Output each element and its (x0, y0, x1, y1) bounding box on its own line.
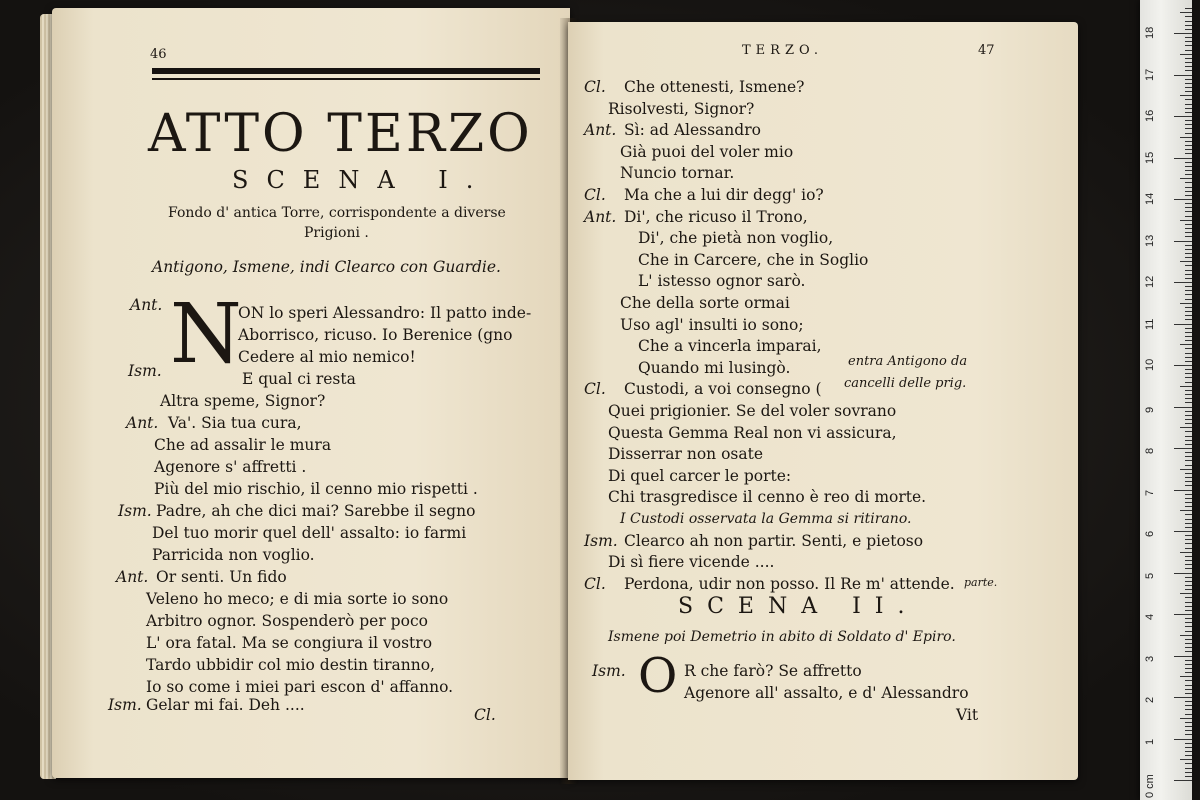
ruler-tick (1185, 631, 1192, 632)
ruler-tick (1185, 195, 1192, 196)
ruler-tick (1185, 514, 1192, 515)
ruler-tick (1185, 174, 1192, 175)
text-line: Tardo ubbidir col mio destin tiranno, (146, 656, 435, 674)
ruler-number: 6 (1144, 530, 1156, 537)
text-line: Ma che a lui dir degg' io? (624, 186, 824, 204)
stage-direction: cancelli delle prig. (844, 376, 967, 391)
header-thin-rule (152, 78, 540, 80)
ruler-tick (1185, 8, 1192, 9)
right-page-number: 47 (978, 43, 995, 58)
ruler-tick (1185, 21, 1192, 22)
ruler-tick (1185, 104, 1192, 105)
ruler-number: 13 (1144, 234, 1156, 247)
ruler-tick (1180, 12, 1192, 13)
ruler-tick (1185, 660, 1192, 661)
ruler-tick (1174, 739, 1192, 740)
ruler-tick (1185, 390, 1192, 391)
ruler-tick (1180, 510, 1192, 511)
ruler-tick (1180, 552, 1192, 553)
speaker-label: Cl. (584, 574, 606, 593)
text-line: Di quel carcer le porte: (608, 466, 792, 485)
ruler-tick (1180, 469, 1192, 470)
ruler-tick (1185, 564, 1192, 565)
text-line: Del tuo morir quel dell' assalto: io farmi (152, 524, 467, 542)
ruler-number: 10 (1144, 358, 1156, 371)
ruler-tick (1185, 299, 1192, 300)
ruler-tick (1174, 490, 1192, 491)
text-line: Aborrisco, ricuso. Io Berenice (gno (238, 326, 513, 344)
text-line: Di sì fiere vicende .... (608, 553, 775, 572)
ruler-tick (1185, 556, 1192, 557)
ruler-tick (1185, 436, 1192, 437)
ruler-tick (1185, 465, 1192, 466)
ruler-tick (1180, 718, 1192, 719)
ruler-tick (1185, 560, 1192, 561)
text-line: Nuncio tornar. (620, 164, 735, 183)
ruler-tick (1185, 348, 1192, 349)
act-title: ATTO TERZO (148, 104, 533, 164)
ruler-tick (1185, 141, 1192, 142)
ruler-tick (1185, 585, 1192, 586)
ruler-tick (1185, 506, 1192, 507)
ruler-tick (1185, 730, 1192, 731)
setting-line-1: Fondo d' antica Torre, corrispondente a diverse (168, 205, 506, 221)
ruler-tick (1185, 319, 1192, 320)
ruler-tick (1185, 377, 1192, 378)
text-line: Sì: ad Alessandro (624, 121, 761, 140)
ruler-tick (1180, 303, 1192, 304)
speaker-label: Ant. (584, 121, 617, 140)
ruler-number: 8 (1144, 447, 1156, 454)
ruler-tick (1185, 726, 1192, 727)
open-book (40, 8, 1085, 786)
ruler-tick (1185, 216, 1192, 217)
ruler-tick (1185, 743, 1192, 744)
text-line: Custodi, a voi consegno ( (624, 380, 822, 399)
text-line: L' istesso ognor sarò. (638, 272, 806, 291)
scene-heading: SCENA I. (232, 166, 492, 194)
ruler-tick (1185, 772, 1192, 773)
ruler-tick (1174, 33, 1192, 34)
ruler-number: 16 (1144, 109, 1156, 122)
text-line: Risolvesti, Signor? (608, 99, 755, 118)
ruler-tick (1185, 626, 1192, 627)
ruler-tick (1185, 597, 1192, 598)
ruler-tick (1174, 75, 1192, 76)
text-line: Quei prigionier. Se del voler sovrano (608, 402, 897, 420)
ruler-tick (1185, 311, 1192, 312)
setting-line-2: Prigioni . (304, 225, 369, 241)
ruler-tick (1185, 527, 1192, 528)
text-line: Quando mi lusingò. (638, 358, 791, 377)
ruler-tick (1185, 689, 1192, 690)
ruler-number: 11 (1144, 318, 1156, 330)
ruler-tick (1185, 166, 1192, 167)
ruler-tick (1185, 307, 1192, 308)
ruler-tick (1185, 249, 1192, 250)
ruler-tick (1185, 577, 1192, 578)
ruler-tick (1185, 58, 1192, 59)
ruler-tick (1185, 224, 1192, 225)
ruler-tick (1185, 340, 1192, 341)
ruler-tick (1185, 714, 1192, 715)
ruler-tick (1185, 29, 1192, 30)
ruler-tick (1185, 431, 1192, 432)
ruler-tick (1185, 203, 1192, 204)
ruler-tick (1180, 95, 1192, 96)
ruler-tick (1185, 41, 1192, 42)
catchword: Cl. (474, 706, 496, 724)
ruler-tick (1185, 66, 1192, 67)
ruler-tick (1185, 664, 1192, 665)
ruler-tick (1185, 444, 1192, 445)
ruler-tick (1174, 158, 1192, 159)
ruler-number: 9 (1144, 406, 1156, 413)
speaker-ant: Ant. (116, 568, 149, 586)
speaker-label: Cl. (584, 380, 606, 399)
ruler-tick (1185, 398, 1192, 399)
ruler-tick (1174, 531, 1192, 532)
text-line: Chi trasgredisce il cenno è reo di morte. (608, 488, 927, 507)
text-line: Veleno ho meco; e di mia sorte io sono (146, 590, 449, 608)
ruler-tick (1185, 485, 1192, 486)
ruler-tick (1185, 419, 1192, 420)
speaker-ant: Ant. (130, 296, 163, 314)
stage-direction: I Custodi osservata la Gemma si ritirano. (620, 511, 912, 527)
ruler-tick (1185, 191, 1192, 192)
ruler-number: 4 (1144, 613, 1156, 620)
ruler-tick (1185, 145, 1192, 146)
ruler-tick (1185, 124, 1192, 125)
text-line: Di', che pietà non voglio, (638, 229, 834, 248)
speaker-ism: Ism. (128, 362, 162, 380)
ruler-tick (1185, 232, 1192, 233)
ruler-tick (1185, 581, 1192, 582)
ruler-tick (1180, 759, 1192, 760)
ruler-tick (1185, 685, 1192, 686)
ruler-tick (1180, 220, 1192, 221)
text-line: Che ottenesti, Ismene? (624, 78, 805, 96)
ruler-tick (1185, 423, 1192, 424)
text-line: Parricida non voglio. (152, 546, 315, 564)
running-head: TERZO. (742, 43, 824, 58)
text-line: Agenore s' affretti . (154, 458, 307, 476)
ruler-tick (1185, 336, 1192, 337)
ruler-tick (1185, 602, 1192, 603)
ruler-tick (1185, 182, 1192, 183)
ruler-tick (1185, 382, 1192, 383)
text-line: Va'. Sia tua cura, (168, 414, 302, 432)
ruler-tick (1185, 369, 1192, 370)
text-line: Uso agl' insulti io sono; (620, 315, 804, 334)
right-page (568, 22, 1078, 780)
ruler-tick (1174, 241, 1192, 242)
ruler-tick (1174, 324, 1192, 325)
ruler-tick (1185, 647, 1192, 648)
ruler-tick (1174, 365, 1192, 366)
ruler-tick (1185, 228, 1192, 229)
catchword: Vit (956, 706, 979, 724)
ruler-tick (1185, 680, 1192, 681)
ruler-tick (1185, 494, 1192, 495)
ruler-tick (1185, 45, 1192, 46)
ruler-tick (1185, 539, 1192, 540)
ruler-tick (1185, 128, 1192, 129)
ruler-tick (1185, 519, 1192, 520)
ruler-tick (1185, 693, 1192, 694)
ruler-tick (1185, 170, 1192, 171)
ruler-tick (1180, 137, 1192, 138)
ruler-tick (1185, 153, 1192, 154)
ruler-tick (1185, 701, 1192, 702)
text-line: Cedere al mio nemico! (238, 348, 416, 366)
ruler-tick (1185, 440, 1192, 441)
ruler-tick (1185, 481, 1192, 482)
ruler-tick (1185, 568, 1192, 569)
ruler-tick (1180, 635, 1192, 636)
ruler-tick (1174, 656, 1192, 657)
text-line: Altra speme, Signor? (160, 392, 326, 410)
ruler-number: 12 (1144, 275, 1156, 288)
speaker-ism: Ism. (118, 502, 152, 520)
ruler-tick (1185, 149, 1192, 150)
ruler-tick (1185, 278, 1192, 279)
text-line: R che farò? Se affretto (684, 662, 862, 680)
speaker-label: Ism. (584, 531, 618, 550)
scene-2-characters: Ismene poi Demetrio in abito di Soldato d' Epiro. (608, 629, 956, 645)
ruler-tick (1185, 548, 1192, 549)
ruler-tick (1185, 768, 1192, 769)
text-line: Arbitro ognor. Sospenderò per poco (146, 612, 428, 630)
ruler-number: 15 (1144, 151, 1156, 164)
ruler-tick (1185, 373, 1192, 374)
ruler-number: 0 cm (1144, 774, 1156, 798)
ruler-tick (1174, 282, 1192, 283)
ruler-tick (1185, 606, 1192, 607)
text-line: Già puoi del voler mio (620, 142, 794, 161)
ruler-tick (1185, 70, 1192, 71)
ruler-number: 14 (1144, 192, 1156, 205)
ruler-tick (1185, 257, 1192, 258)
ruler-tick (1185, 133, 1192, 134)
left-page (52, 8, 570, 778)
ruler-tick (1185, 763, 1192, 764)
text-line: Che in Carcere, che in Soglio (638, 250, 869, 269)
ruler-number: 2 (1144, 696, 1156, 703)
ruler-number: 17 (1144, 68, 1156, 81)
ruler-tick (1185, 751, 1192, 752)
ruler-tick (1185, 639, 1192, 640)
ruler-tick (1185, 315, 1192, 316)
ruler-tick (1185, 353, 1192, 354)
ruler-tick (1185, 755, 1192, 756)
stage-direction: entra Antigono da (848, 354, 968, 369)
left-page-number: 46 (150, 47, 167, 62)
ruler-tick (1185, 328, 1192, 329)
ruler-tick (1174, 407, 1192, 408)
ruler-tick (1180, 261, 1192, 262)
ruler-tick (1185, 477, 1192, 478)
ruler-tick (1174, 614, 1192, 615)
ruler-tick (1185, 162, 1192, 163)
measuring-ruler (1140, 0, 1192, 800)
ruler-number: 7 (1144, 489, 1156, 496)
ruler-tick (1185, 286, 1192, 287)
ruler-tick (1185, 112, 1192, 113)
ruler-tick (1185, 543, 1192, 544)
ruler-tick (1185, 473, 1192, 474)
ruler-tick (1185, 460, 1192, 461)
text-line: Gelar mi fai. Deh .... (146, 696, 305, 714)
ruler-tick (1174, 448, 1192, 449)
text-line: Questa Gemma Real non vi assicura, (608, 423, 897, 442)
text-line: Agenore all' assalto, e d' Alessandro (684, 684, 969, 702)
ruler-tick (1174, 199, 1192, 200)
text-line: ON lo speri Alessandro: Il patto inde- (238, 304, 532, 322)
speaker-label: Cl. (584, 186, 606, 204)
text-line: Clearco ah non partir. Senti, e pietoso (624, 531, 924, 550)
ruler-tick (1185, 79, 1192, 80)
ruler-tick (1185, 523, 1192, 524)
ruler-number: 5 (1144, 572, 1156, 579)
ruler-tick (1185, 37, 1192, 38)
ruler-tick (1185, 236, 1192, 237)
ruler-tick (1185, 361, 1192, 362)
ruler-tick (1185, 83, 1192, 84)
ruler-tick (1185, 207, 1192, 208)
ruler-tick (1174, 116, 1192, 117)
ruler-tick (1185, 776, 1192, 777)
ruler-tick (1185, 62, 1192, 63)
ruler-tick (1185, 357, 1192, 358)
speaker-ism: Ism. (592, 662, 626, 680)
text-line: Che ad assalir le mura (154, 436, 332, 454)
ruler-tick (1185, 16, 1192, 17)
ruler-tick (1185, 705, 1192, 706)
ruler-tick (1185, 91, 1192, 92)
ruler-tick (1185, 290, 1192, 291)
ruler-tick (1185, 502, 1192, 503)
ruler-tick (1185, 643, 1192, 644)
ruler-tick (1185, 274, 1192, 275)
ruler-tick (1185, 747, 1192, 748)
ruler-tick (1185, 668, 1192, 669)
ruler-tick (1180, 344, 1192, 345)
ruler-tick (1185, 187, 1192, 188)
ruler-tick (1185, 672, 1192, 673)
ruler-number: 1 (1144, 738, 1156, 745)
text-line: Che a vincerla imparai, (638, 337, 822, 356)
ruler-tick (1185, 618, 1192, 619)
ruler-tick (1185, 108, 1192, 109)
ruler-tick (1185, 535, 1192, 536)
scene-2-heading: SCENA II. (678, 594, 919, 619)
ruler-tick (1185, 734, 1192, 735)
ruler-tick (1174, 780, 1192, 781)
ruler-tick (1185, 589, 1192, 590)
ruler-tick (1174, 697, 1192, 698)
ruler-tick (1185, 722, 1192, 723)
ruler-tick (1185, 25, 1192, 26)
ruler-tick (1185, 394, 1192, 395)
ruler-tick (1185, 120, 1192, 121)
header-thick-rule (152, 68, 540, 74)
ruler-tick (1185, 332, 1192, 333)
ruler-tick (1180, 386, 1192, 387)
text-line: Disserrar non osate (608, 445, 764, 464)
ruler-number: 18 (1144, 26, 1156, 39)
stage-direction-parte: parte. (964, 576, 998, 589)
ruler-tick (1185, 498, 1192, 499)
ruler-tick (1185, 622, 1192, 623)
speaker-label: Ant. (584, 207, 617, 226)
characters-line: Antigono, Ismene, indi Clearco con Guardie. (152, 258, 501, 276)
drop-cap-n: N (170, 287, 242, 382)
ruler-tick (1185, 99, 1192, 100)
speaker-ant: Ant. (126, 414, 159, 432)
ruler-tick (1185, 253, 1192, 254)
ruler-tick (1185, 50, 1192, 51)
text-line: L' ora fatal. Ma se congiura il vostro (146, 634, 433, 652)
text-line: Di', che ricuso il Trono, (624, 207, 808, 226)
drop-cap-o: O (638, 648, 678, 704)
ruler-tick (1185, 411, 1192, 412)
ruler-number: 3 (1144, 655, 1156, 662)
ruler-tick (1180, 427, 1192, 428)
text-line: Che della sorte ormai (620, 294, 790, 312)
ruler-tick (1185, 610, 1192, 611)
ruler-tick (1180, 178, 1192, 179)
text-line: E qual ci resta (242, 370, 356, 388)
ruler-tick (1180, 676, 1192, 677)
ruler-tick (1185, 709, 1192, 710)
ruler-tick (1185, 245, 1192, 246)
text-line: Padre, ah che dici mai? Sarebbe il segno (156, 502, 476, 520)
ruler-tick (1185, 211, 1192, 212)
ruler-tick (1185, 651, 1192, 652)
text-line: Io so come i miei pari escon d' affanno. (146, 678, 454, 696)
ruler-tick (1174, 573, 1192, 574)
ruler-tick (1185, 415, 1192, 416)
text-line: Più del mio rischio, il cenno mio rispetti . (154, 480, 478, 498)
ruler-tick (1185, 87, 1192, 88)
text-line: Or senti. Un fido (156, 568, 287, 586)
text-line: Perdona, udir non posso. Il Re m' attende. (624, 574, 955, 593)
ruler-tick (1185, 270, 1192, 271)
ruler-tick (1185, 402, 1192, 403)
ruler-tick (1185, 456, 1192, 457)
speaker-ism: Ism. (108, 696, 142, 714)
speaker-label: Cl. (584, 78, 606, 96)
ruler-tick (1185, 265, 1192, 266)
ruler-tick (1185, 294, 1192, 295)
ruler-tick (1180, 593, 1192, 594)
ruler-tick (1180, 54, 1192, 55)
ruler-tick (1185, 452, 1192, 453)
